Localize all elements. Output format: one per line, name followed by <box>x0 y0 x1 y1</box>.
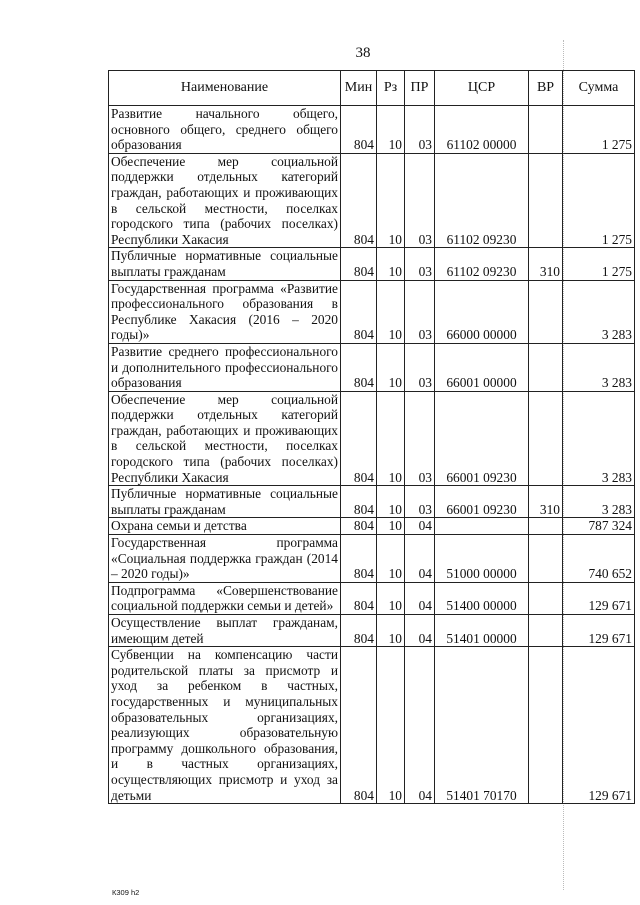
cell-name: Обеспечение мер социальной поддержки отдельных категорий граждан, работающих и проживающих в сельской местности, поселках городского типа (рабочих поселках) Республики Хакасия <box>109 391 341 486</box>
table-row <box>109 582 635 614</box>
cell-vr <box>529 615 563 647</box>
cell-name: Субвенции на компенсацию части родительской платы за присмотр и уход за ребенком в частных, государственных и муниципальных образовательных организациях, реализующих образовательную программу дошкольного образования, и в частных организациях, осуществляющих присмотр и уход за детьми <box>109 647 341 804</box>
cell-sum: 3 283 <box>563 280 635 343</box>
cell-min: 804 <box>341 153 377 248</box>
cell-min: 804 <box>341 106 377 154</box>
cell-rz: 10 <box>377 647 405 804</box>
cell-name: Государственная программа «Социальная поддержка граждан (2014 – 2020 годы)» <box>109 535 341 583</box>
cell-vr: 310 <box>529 486 563 518</box>
header-name: Наименование <box>109 71 341 106</box>
header-min: Мин <box>341 71 377 106</box>
header-rz: Рз <box>377 71 405 106</box>
table-row <box>109 647 635 804</box>
cell-csr: 51400 00000 <box>435 582 529 614</box>
cell-min: 804 <box>341 518 377 535</box>
cell-rz: 10 <box>377 106 405 154</box>
cell-min: 804 <box>341 582 377 614</box>
cell-vr <box>529 153 563 248</box>
table-row <box>109 486 635 518</box>
cell-name: Обеспечение мер социальной поддержки отдельных категорий граждан, работающих и проживающих в сельской местности, поселках городского типа (рабочих поселках) Республики Хакасия <box>109 153 341 248</box>
cell-min: 804 <box>341 343 377 391</box>
cell-min: 804 <box>341 248 377 280</box>
cell-rz: 10 <box>377 391 405 486</box>
cell-vr <box>529 391 563 486</box>
cell-csr: 66001 09230 <box>435 486 529 518</box>
cell-pr: 03 <box>405 486 435 518</box>
table-row <box>109 343 635 391</box>
table-row <box>109 615 635 647</box>
header-vr: ВР <box>529 71 563 106</box>
table-row <box>109 248 635 280</box>
cell-rz: 10 <box>377 153 405 248</box>
cell-sum: 3 283 <box>563 486 635 518</box>
header-sum: Сумма <box>563 71 635 106</box>
footer-code: К309 h2 <box>112 888 140 897</box>
table-row <box>109 153 635 248</box>
cell-pr: 03 <box>405 153 435 248</box>
cell-sum: 740 652 <box>563 535 635 583</box>
cell-name: Развитие начального общего, основного общего, среднего общего образования <box>109 106 341 154</box>
cell-rz: 10 <box>377 486 405 518</box>
cell-vr <box>529 535 563 583</box>
cell-csr: 61102 09230 <box>435 248 529 280</box>
cell-pr: 04 <box>405 647 435 804</box>
cell-sum: 3 283 <box>563 391 635 486</box>
cell-rz: 10 <box>377 248 405 280</box>
cell-name: Подпрограмма «Совершенствование социальной поддержки семьи и детей» <box>109 582 341 614</box>
cell-csr <box>435 518 529 535</box>
cell-vr <box>529 280 563 343</box>
cell-rz: 10 <box>377 343 405 391</box>
cell-name: Осуществление выплат гражданам, имеющим детей <box>109 615 341 647</box>
cell-csr: 66001 09230 <box>435 391 529 486</box>
budget-table <box>108 70 635 804</box>
cell-csr: 66000 00000 <box>435 280 529 343</box>
cell-csr: 61102 09230 <box>435 153 529 248</box>
cell-rz: 10 <box>377 518 405 535</box>
cell-min: 804 <box>341 535 377 583</box>
table-row <box>109 535 635 583</box>
page-number: 38 <box>355 45 371 61</box>
cell-min: 804 <box>341 615 377 647</box>
cell-pr: 03 <box>405 280 435 343</box>
cell-pr: 04 <box>405 615 435 647</box>
cell-sum: 129 671 <box>563 582 635 614</box>
cell-name: Государственная программа «Развитие профессионального образования в Республике Хакасия (2016 – 2020 годы)» <box>109 280 341 343</box>
cell-vr <box>529 343 563 391</box>
cell-vr <box>529 647 563 804</box>
cell-name: Публичные нормативные социальные выплаты гражданам <box>109 248 341 280</box>
cell-name: Развитие среднего профессионального и дополнительного профессионального образования <box>109 343 341 391</box>
cell-csr: 51000 00000 <box>435 535 529 583</box>
cell-sum: 787 324 <box>563 518 635 535</box>
cell-pr: 04 <box>405 535 435 583</box>
cell-vr <box>529 106 563 154</box>
cell-sum: 129 671 <box>563 647 635 804</box>
cell-vr <box>529 582 563 614</box>
table-body <box>109 106 635 804</box>
cell-pr: 03 <box>405 248 435 280</box>
cell-vr <box>529 518 563 535</box>
cell-sum: 1 275 <box>563 106 635 154</box>
cell-csr: 61102 00000 <box>435 106 529 154</box>
cell-rz: 10 <box>377 615 405 647</box>
cell-pr: 04 <box>405 518 435 535</box>
cell-sum: 1 275 <box>563 153 635 248</box>
header-pr: ПР <box>405 71 435 106</box>
cell-rz: 10 <box>377 280 405 343</box>
cell-sum: 1 275 <box>563 248 635 280</box>
cell-csr: 51401 00000 <box>435 615 529 647</box>
cell-rz: 10 <box>377 535 405 583</box>
header-csr: ЦСР <box>435 71 529 106</box>
cell-name: Публичные нормативные социальные выплаты гражданам <box>109 486 341 518</box>
table-row <box>109 518 635 535</box>
cell-csr: 51401 70170 <box>435 647 529 804</box>
cell-sum: 3 283 <box>563 343 635 391</box>
cell-min: 804 <box>341 486 377 518</box>
cell-min: 804 <box>341 647 377 804</box>
cell-csr: 66001 00000 <box>435 343 529 391</box>
cell-min: 804 <box>341 280 377 343</box>
table-row <box>109 106 635 154</box>
cell-min: 804 <box>341 391 377 486</box>
cell-name: Охрана семьи и детства <box>109 518 341 535</box>
cell-pr: 03 <box>405 391 435 486</box>
cell-pr: 03 <box>405 343 435 391</box>
table-row <box>109 280 635 343</box>
cell-pr: 04 <box>405 582 435 614</box>
table-row <box>109 391 635 486</box>
cell-pr: 03 <box>405 106 435 154</box>
cell-rz: 10 <box>377 582 405 614</box>
cell-vr: 310 <box>529 248 563 280</box>
table-header-row <box>109 71 635 106</box>
cell-sum: 129 671 <box>563 615 635 647</box>
